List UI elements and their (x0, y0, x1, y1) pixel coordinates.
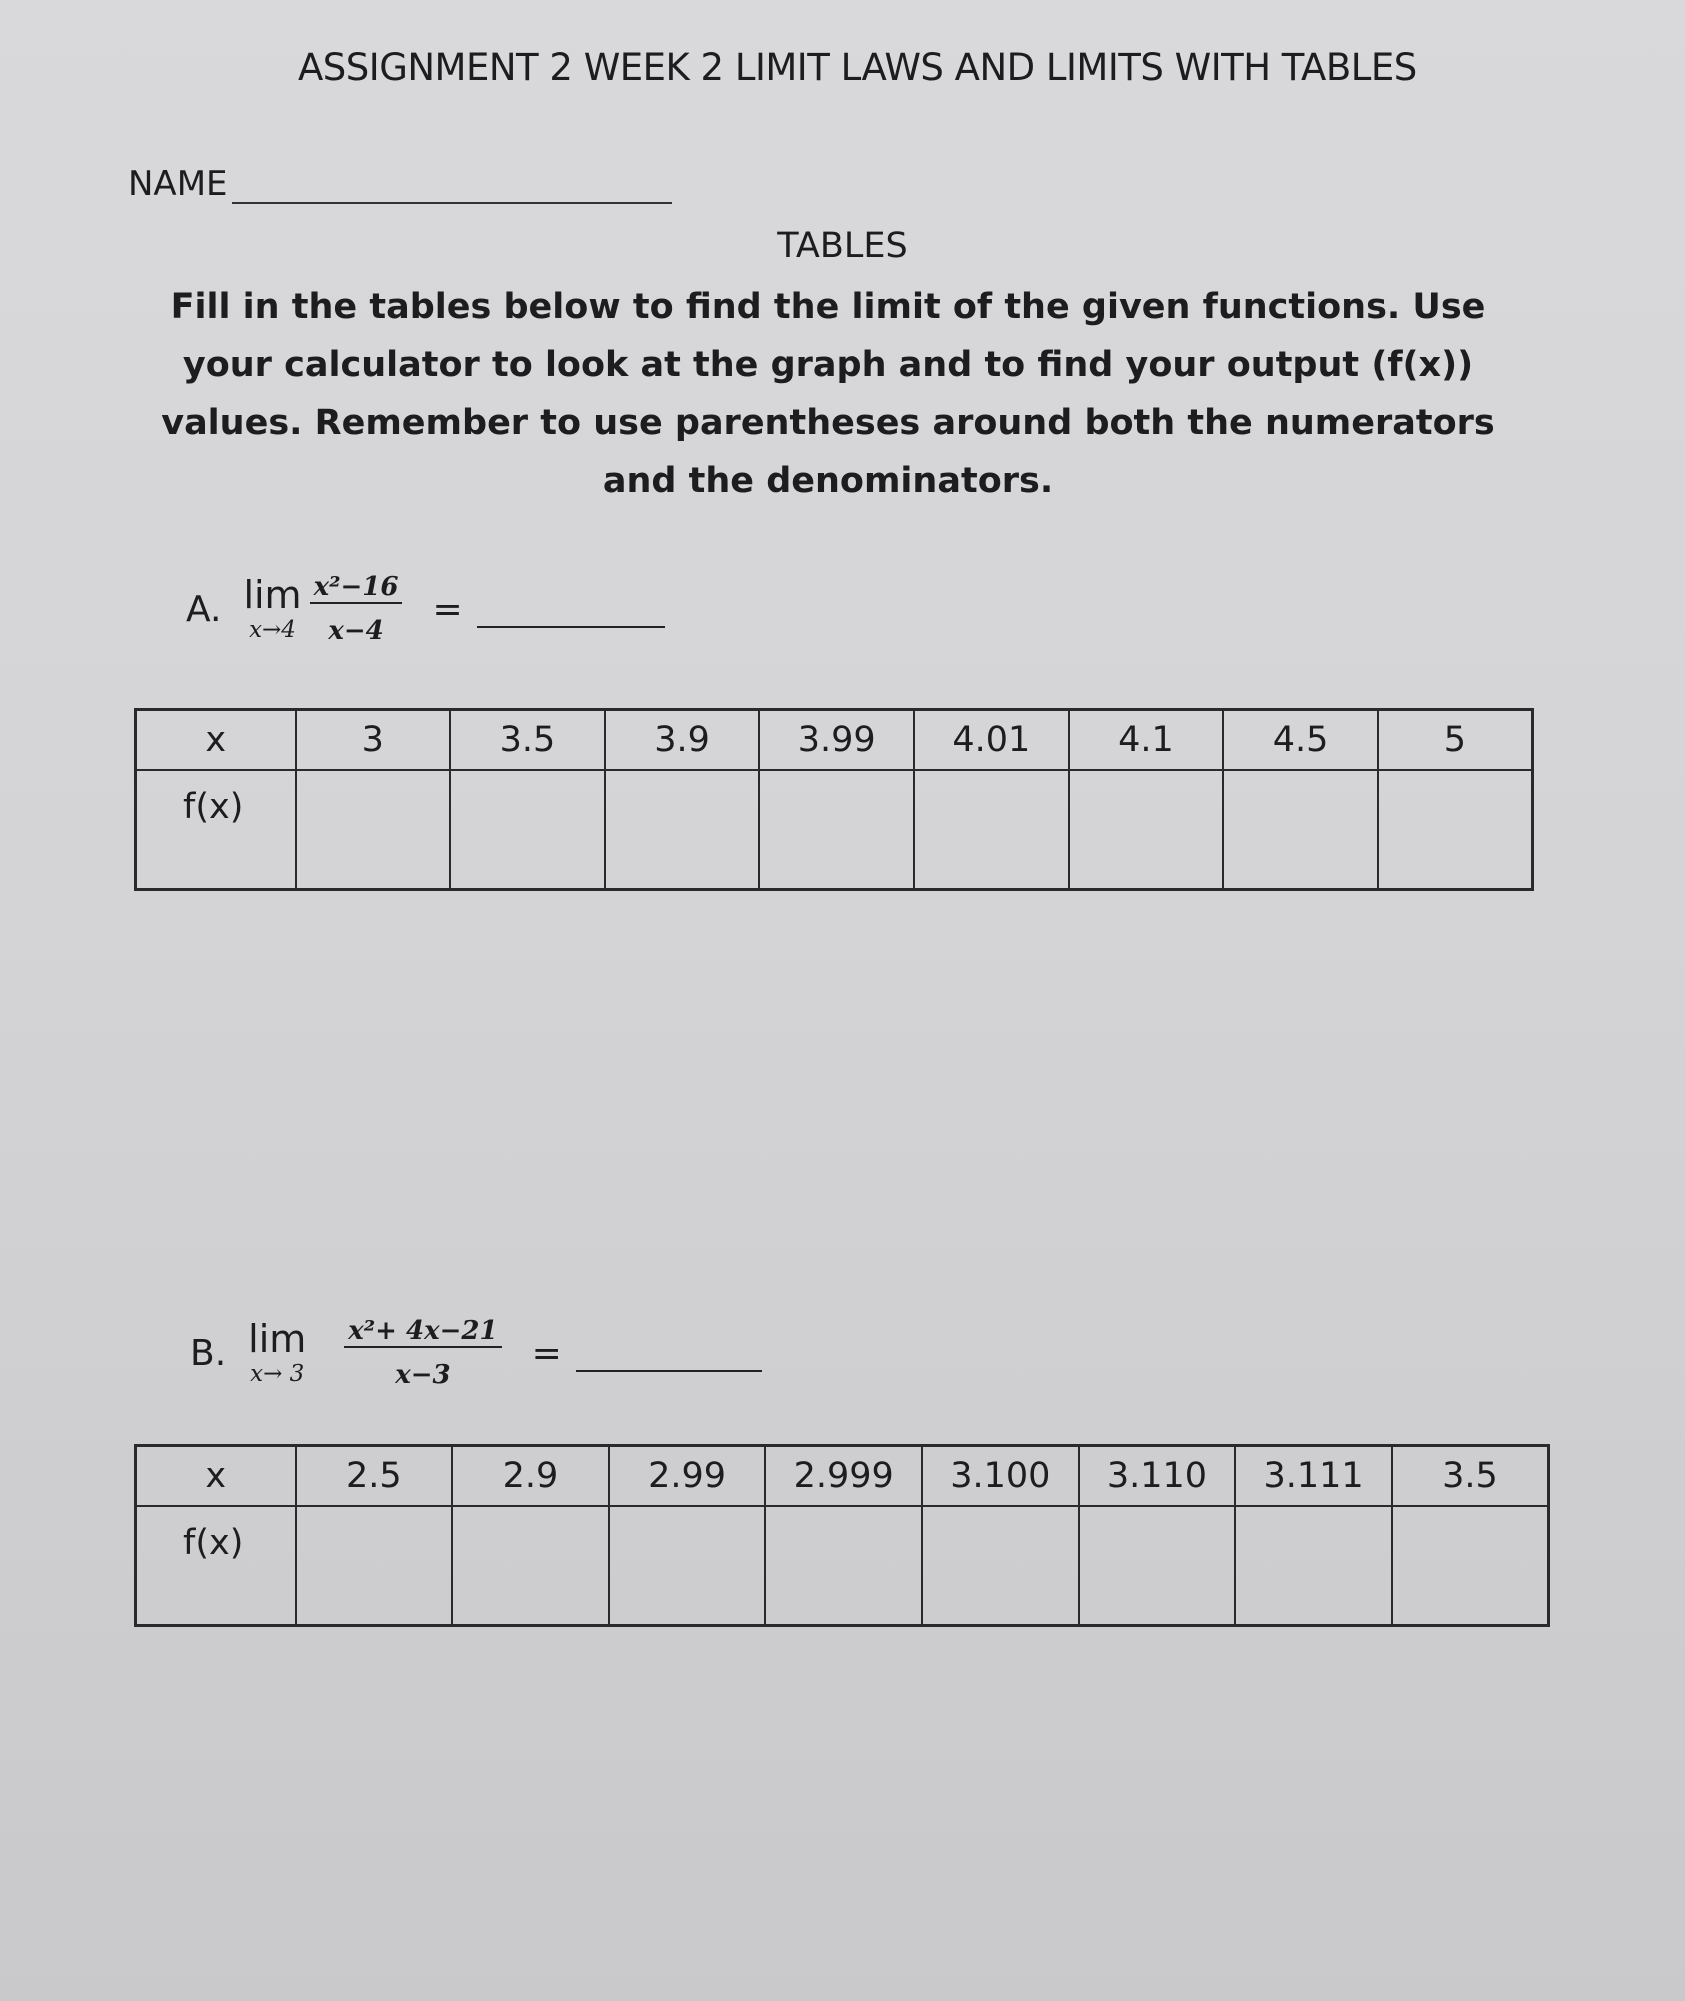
name-field (128, 164, 672, 204)
x-value: 2.99 (609, 1446, 766, 1506)
equals-sign: = (531, 1332, 562, 1374)
x-value: 3.99 (759, 710, 914, 770)
fx-input-cell[interactable] (759, 770, 914, 890)
fx-input-cell[interactable] (450, 770, 605, 890)
problem-b-limit (248, 1318, 306, 1388)
fx-input-cell[interactable] (605, 770, 760, 890)
problem-b-table (134, 1444, 1550, 1627)
x-value: 2.9 (452, 1446, 609, 1506)
denominator: x−3 (395, 1360, 451, 1390)
fx-input-cell[interactable] (1235, 1506, 1392, 1626)
fx-input-cell[interactable] (1079, 1506, 1236, 1626)
x-header: x (136, 1446, 296, 1506)
fx-input-cell[interactable] (296, 770, 451, 890)
problem-b-label: B. (190, 1332, 227, 1374)
x-row (136, 710, 1533, 770)
fx-input-cell[interactable] (765, 1506, 922, 1626)
fx-input-cell[interactable] (1378, 770, 1533, 890)
fx-row (136, 770, 1533, 890)
problem-a-limit (243, 574, 301, 644)
problem-a-answer-blank[interactable] (477, 590, 665, 628)
problem-a (186, 572, 665, 646)
fx-input-cell[interactable] (296, 1506, 453, 1626)
name-label: NAME (128, 164, 228, 204)
fx-input-cell[interactable] (1069, 770, 1224, 890)
x-value: 4.5 (1223, 710, 1378, 770)
fx-header: f(x) (136, 770, 296, 890)
denominator: x−4 (328, 616, 384, 646)
assignment-title: ASSIGNMENT 2 WEEK 2 LIMIT LAWS AND LIMITS WITH TABLES (298, 46, 1417, 89)
x-value: 3.5 (450, 710, 605, 770)
problem-a-fraction (310, 572, 403, 646)
x-value: 4.01 (914, 710, 1069, 770)
numerator: x²+ 4x−21 (344, 1316, 501, 1348)
lim-approach: x→ 3 (250, 1361, 305, 1387)
lim-approach: x→4 (249, 617, 296, 643)
fx-input-cell[interactable] (922, 1506, 1079, 1626)
x-value: 3.9 (605, 710, 760, 770)
x-value: 3.111 (1235, 1446, 1392, 1506)
x-row (136, 1446, 1549, 1506)
x-value: 4.1 (1069, 710, 1224, 770)
fx-input-cell[interactable] (1392, 1506, 1549, 1626)
problem-b-answer-blank[interactable] (576, 1334, 762, 1372)
problem-a-table (134, 708, 1534, 891)
fx-input-cell[interactable] (1223, 770, 1378, 890)
x-value: 3 (296, 710, 451, 770)
instructions: Fill in the tables below to find the limit of the given functions. Use your calculator to look at the graph and to find your output (f(x)) values. Remember to use parentheses around both the numerators and the denominators. (161, 287, 1495, 501)
x-value: 3.100 (922, 1446, 1079, 1506)
problem-a-label: A. (186, 588, 222, 630)
fx-header: f(x) (136, 1506, 296, 1626)
section-heading: TABLES (777, 226, 908, 266)
fx-input-cell[interactable] (452, 1506, 609, 1626)
x-value: 2.5 (296, 1446, 453, 1506)
numerator: x²−16 (310, 572, 403, 604)
x-value: 3.5 (1392, 1446, 1549, 1506)
problem-b-fraction (344, 1316, 501, 1390)
lim-word: lim (243, 573, 302, 617)
fx-input-cell[interactable] (609, 1506, 766, 1626)
problem-b (190, 1316, 762, 1390)
equals-sign: = (432, 588, 463, 630)
fx-row (136, 1506, 1549, 1626)
x-value: 5 (1378, 710, 1533, 770)
x-value: 3.110 (1079, 1446, 1236, 1506)
x-value: 2.999 (765, 1446, 922, 1506)
x-header: x (136, 710, 296, 770)
lim-word: lim (248, 1317, 307, 1361)
name-blank[interactable] (232, 202, 672, 204)
fx-input-cell[interactable] (914, 770, 1069, 890)
